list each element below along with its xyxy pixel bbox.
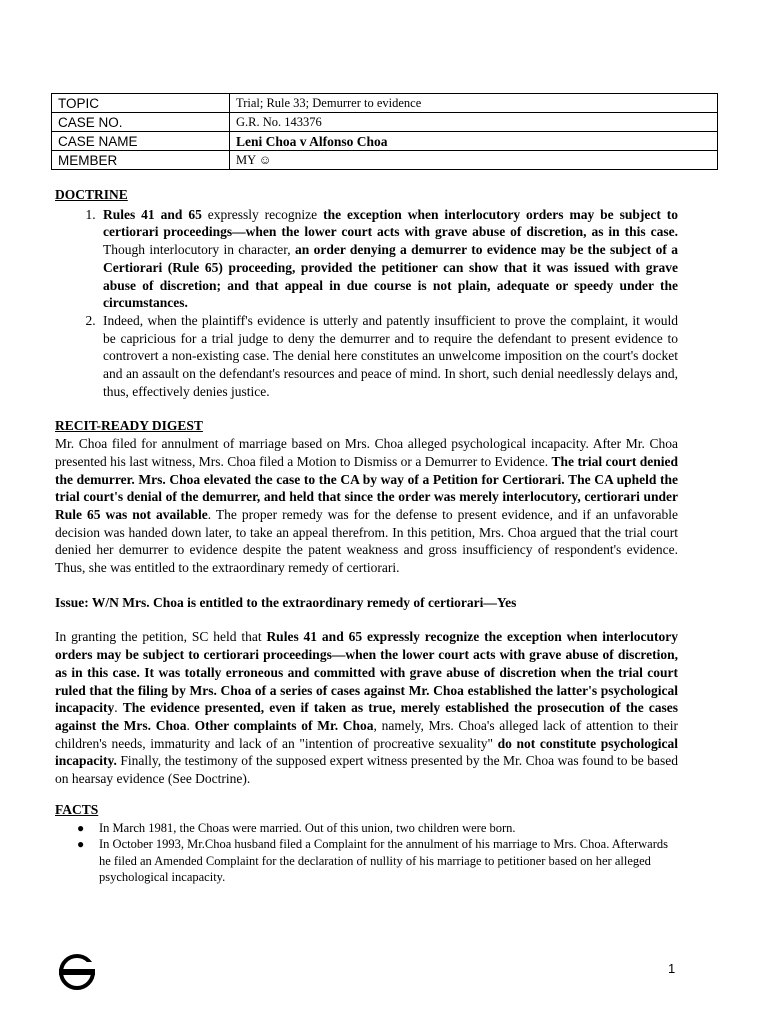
recit-heading: RECIT-READY DIGEST — [55, 418, 203, 434]
case-info-table — [51, 93, 718, 170]
topic-label: TOPIC — [52, 94, 230, 113]
table-row — [52, 151, 718, 170]
table-row — [52, 94, 718, 113]
case-name-value: Leni Choa v Alfonso Choa — [230, 132, 718, 151]
member-label: MEMBER — [52, 151, 230, 170]
recit-p3: . The proper remedy was for the defense to present evidence, and if an unfavorable decision was handed down later, to take an appeal therefrom. In this petition, Mrs. Choa argued that the trial court denied her demurrer to evidence despite the patent weakness and gross insufficiency of respondent's evidence. Thus, she was entitled to the extraordinary remedy of certiorari. — [55, 506, 678, 576]
fact-text-1: In March 1981, the Choas were married. Out of this union, two children were born. — [99, 820, 516, 835]
table-row — [52, 132, 718, 151]
ruling-g: , namely, Mrs. Choa's alleged lack of attention to their children's needs, immaturity and lack of an "intention of procreative sexuality" — [55, 717, 679, 751]
issue-text: Issue: W/N Mrs. Choa is entitled to the extraordinary remedy of certiorari—Yes — [55, 594, 517, 610]
ruling-d: The evidence presented, even if taken as true, merely established the prosecution of the cases against the Mrs. Choa — [55, 700, 678, 733]
document-body — [55, 186, 678, 886]
ruling-a: In granting the petition, SC held that — [55, 629, 267, 645]
ruling-h: do not constitute psychological incapacity. — [55, 735, 678, 769]
list-item — [77, 820, 678, 837]
case-no-label: CASE NO. — [52, 113, 230, 132]
case-name-label: CASE NAME — [52, 132, 230, 151]
doctrine-heading: DOCTRINE — [55, 187, 128, 202]
topic-value: Trial; Rule 33; Demurrer to evidence — [230, 94, 718, 113]
case-no-value: G.R. No. 143376 — [230, 113, 718, 132]
issue-statement — [55, 594, 678, 612]
doctrine-item-2: 2. Indeed, when the plaintiff's evidence is utterly and patently insufficient to prove the complaint, it would be capricious for a trial judge to deny the demurrer and to require the defendant to present evidence to controvert a non-existing case. The denial here constitutes an unwelcome imposition on the court's docket and an assault on the defendant's resources and peace of mind. In short, such denial needlessly delays and, thus, effectively denies justice. — [99, 312, 678, 401]
ruling-paragraph — [55, 628, 678, 787]
recit-p1: Mr. Choa filed for annulment of marriage based on Mrs. Choa alleged psychological incapacity. After Mr. Choa presented his last witness, Mrs. Choa filed a Motion to Dismiss or a Demurrer to Evidence. — [55, 436, 678, 469]
facts-list — [55, 820, 678, 886]
doctrine-1-c: the exception when interlocutory orders may be subject to certiorari proceedings—when the lower court acts with grave abuse of discretion, as in this case. — [103, 206, 678, 240]
recit-p2: The trial court denied the demurrer. Mrs. Choa elevated the case to the CA by way of a Petition for Certiorari. The CA upheld the trial court's denial of the demurrer, and held that since the order was merely interlocutory, certiorari under Rule 65 was not available — [55, 453, 678, 522]
ruling-b: Rules 41 and 65 expressly recognize the exception when interlocutory orders may be subject to certiorari proceedings—when the lower court acts with grave abuse of discretion, as in this case. It was totally erroneous and committed with grave abuse of discretion when the trial court ruled that the filing by Mrs. Choa of a series of cases against Mr. Choa established the latter's psychological incapacity — [55, 629, 678, 716]
table-row — [52, 113, 718, 132]
list-item — [77, 836, 678, 886]
doctrine-item-1 — [99, 206, 678, 312]
fact-text-2: In October 1993, Mr.Choa husband filed a Complaint for the annulment of his marriage to Mrs. Choa. Afterwards he filed an Amended Complaint for the declaration of nullity of his marriage to petitioner based on her alleged psychological incapacity. — [99, 837, 668, 884]
doctrine-1-d: Though interlocutory in character, — [103, 242, 295, 258]
ruling-f: Other complaints of Mr. Choa — [194, 717, 374, 733]
doctrine-1-a: Rules 41 and 65 — [103, 206, 202, 222]
publisher-logo-icon — [57, 952, 97, 992]
doctrine-1-e: an order denying a demurrer to evidence may be the subject of a Certiorari (Rule 65) proceeding, provided the petitioner can show that it was issued with grave abuse of discretion; and that appeal in due course is not plain, adequate or speedy under the circumstances. — [103, 242, 678, 311]
bullet-icon: ● — [77, 820, 85, 835]
member-value: MY ☺ — [230, 151, 718, 170]
ruling-c: . — [114, 700, 123, 716]
doctrine-1-b: expressly recognize — [201, 206, 324, 222]
ruling-i: Finally, the testimony of the supposed expert witness presented by the Mr. Choa was found to be based on hearsay evidence (See Doctrine). — [55, 753, 678, 787]
recit-paragraph — [55, 435, 678, 577]
doctrine-list — [55, 206, 678, 401]
ruling-e: . — [186, 717, 195, 733]
bullet-icon: ● — [77, 837, 85, 851]
page-number: 1 — [668, 961, 676, 976]
facts-heading: FACTS — [55, 801, 99, 817]
